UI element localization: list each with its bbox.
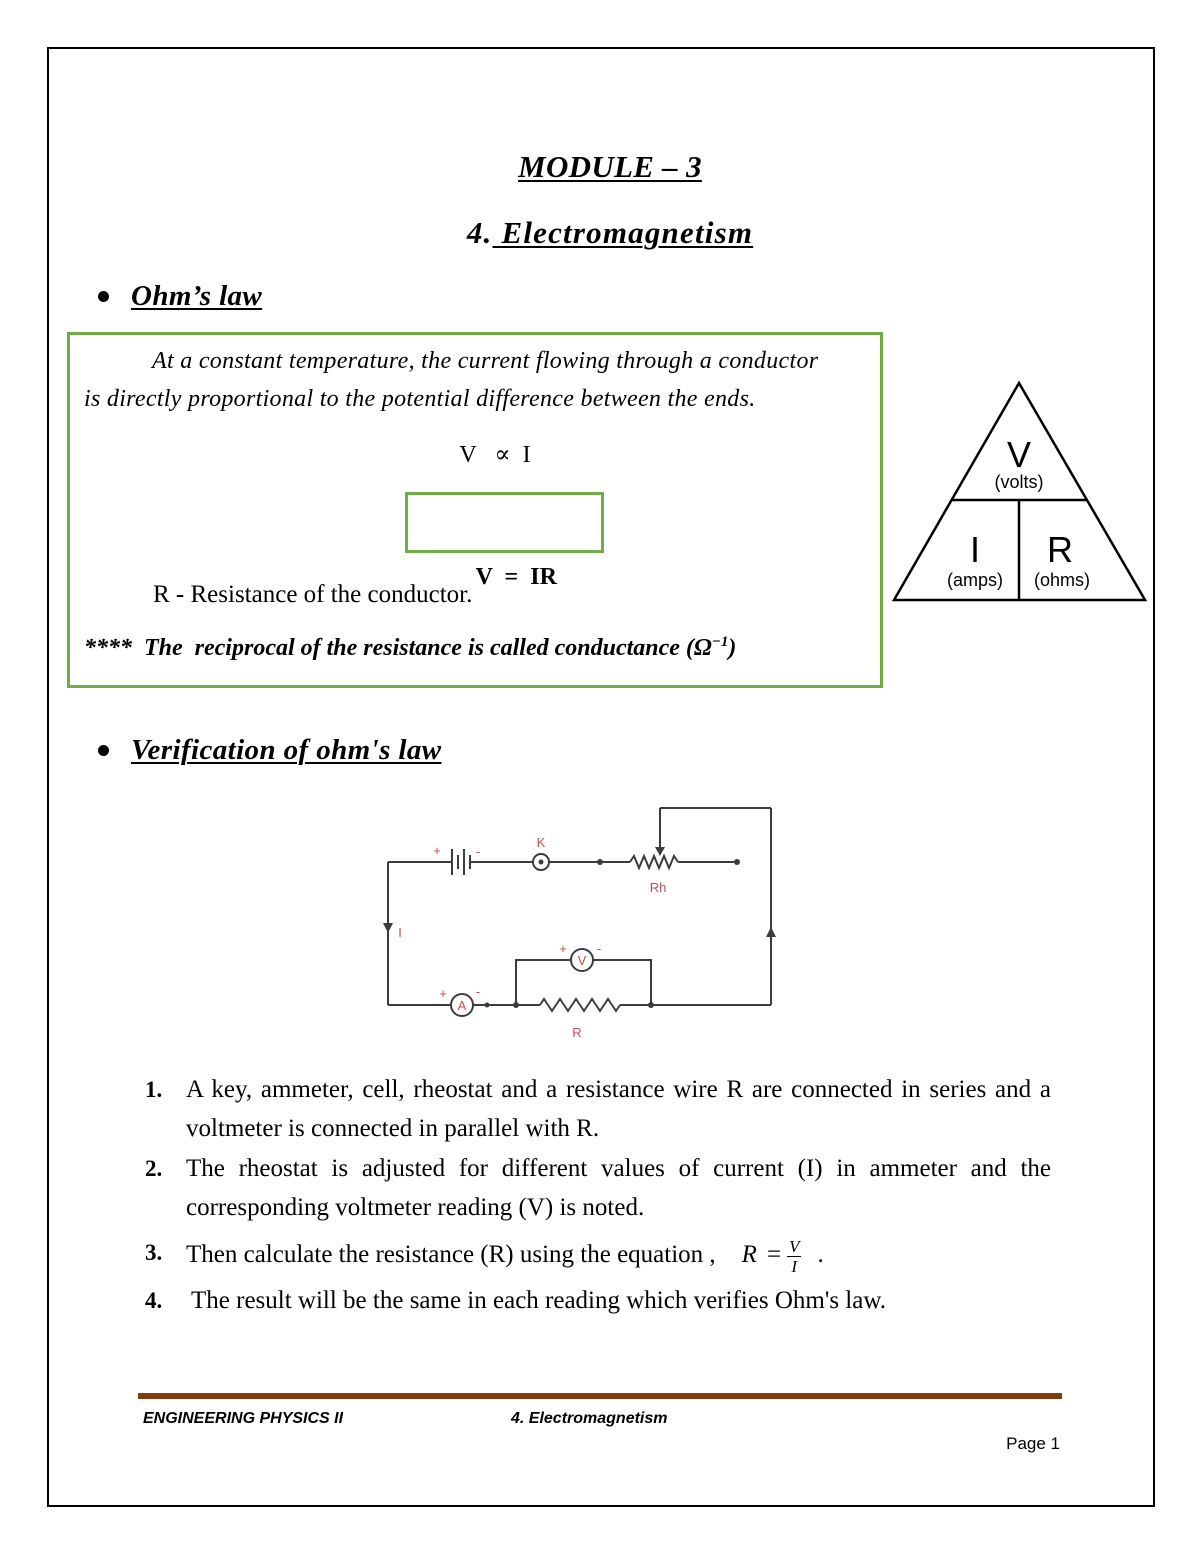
footer-chapter: 4. Electromagnetism	[511, 1410, 668, 1427]
conductance-power: −1	[711, 634, 729, 650]
step-4-line-1: The result will be the same in each reading which verifies Ohm's law.	[191, 1287, 887, 1314]
key-plug-dot	[539, 860, 544, 865]
conductance-paren-open: (	[685, 635, 694, 661]
chapter-title-text: Electromagnetism	[501, 215, 754, 250]
chapter-number: 4.	[466, 215, 493, 250]
step-number: 4.	[145, 1288, 163, 1313]
step-number: 1.	[145, 1077, 163, 1102]
ohms-law-circuit-diagram	[370, 785, 790, 1055]
rheostat-label: Rh	[649, 880, 667, 895]
triangle-resistance-symbol: R	[1047, 529, 1073, 570]
terminal-dot	[734, 859, 740, 865]
bullet-icon	[98, 745, 109, 756]
section-heading-ohms-law: Ohm’s law	[131, 280, 263, 312]
ammeter-plus-label: +	[439, 986, 447, 1001]
chapter-title	[300, 214, 920, 252]
equation-equals: =	[766, 1241, 782, 1269]
step-1-line-1: A key, ammeter, cell, rheostat and a resistance wire R are connected in series and a	[186, 1076, 1051, 1103]
step-number: 3.	[145, 1240, 163, 1265]
triangle-voltage-unit: (volts)	[994, 472, 1044, 492]
voltmeter-label: V	[577, 953, 587, 968]
junction-dot	[485, 1003, 490, 1008]
equation-lhs: R	[741, 1241, 757, 1269]
step-1-line-2: voltmeter is connected in parallel with R.	[186, 1115, 600, 1142]
ohms-law-formula-box	[405, 492, 604, 590]
ammeter-minus-label: -	[475, 984, 481, 999]
fraction-denominator: I	[787, 1256, 801, 1275]
triangle-voltage-symbol: V	[1006, 434, 1031, 475]
equation-fraction	[787, 1238, 801, 1275]
voltmeter-plus-label: +	[559, 941, 567, 956]
key-label: K	[536, 835, 546, 850]
ohms-law-statement-line-2: is directly proportional to the potential difference between the ends.	[84, 386, 756, 412]
ohms-law-formula: V = IR	[475, 564, 557, 590]
current-label: I	[398, 925, 402, 940]
chapter-title-underlined	[493, 215, 754, 250]
resistor-coil	[540, 999, 620, 1011]
ohms-law-statement-line-1: At a constant temperature, the current flowing through a conductor	[152, 348, 819, 374]
triangle-resistance-unit: (ohms)	[1033, 570, 1090, 590]
triangle-current-symbol: I	[969, 529, 980, 570]
fraction-numerator: V	[789, 1237, 800, 1256]
page-number: Page 1	[1006, 1434, 1060, 1453]
resistance-note: R - Resistance of the conductor.	[153, 581, 473, 608]
step-3-end: .	[817, 1241, 824, 1269]
conductance-note	[84, 633, 736, 663]
rheostat-coil	[630, 856, 678, 868]
step-3-text: Then calculate the resistance (R) using the equation ,	[186, 1241, 716, 1269]
wire-voltmeter-right	[593, 960, 651, 1005]
conductance-text: The reciprocal of the resistance is called conductance	[144, 635, 686, 661]
proportionality-relation: V ∝ I	[459, 442, 531, 468]
current-up-arrow-icon	[766, 927, 776, 937]
ammeter-label: A	[457, 998, 467, 1013]
bullet-icon	[98, 291, 109, 302]
section-heading-verification: Verification of ohm's law	[131, 734, 442, 766]
junction-dot	[597, 859, 603, 865]
step-2-line-2: corresponding voltmeter reading (V) is noted.	[186, 1194, 645, 1221]
conductance-symbol: Ω	[693, 635, 712, 661]
current-down-arrow-icon	[383, 923, 393, 933]
footer-course: ENGINEERING PHYSICS II	[143, 1410, 344, 1427]
step-3-line	[186, 1238, 1086, 1275]
resistor-label: R	[572, 1025, 582, 1040]
conductance-stars: ****	[84, 635, 132, 661]
step-number: 2.	[145, 1156, 163, 1181]
cell-plus-label: +	[433, 843, 441, 858]
cell-minus-label: -	[475, 844, 481, 859]
footer-rule	[138, 1393, 1062, 1399]
conductance-paren-close: )	[728, 635, 737, 661]
voltmeter-minus-label: -	[596, 941, 602, 956]
step-2-line-1: The rheostat is adjusted for different values of current (I) in ammeter and the	[186, 1155, 1051, 1182]
triangle-current-unit: (amps)	[946, 570, 1003, 590]
module-title: MODULE – 3	[518, 149, 702, 184]
